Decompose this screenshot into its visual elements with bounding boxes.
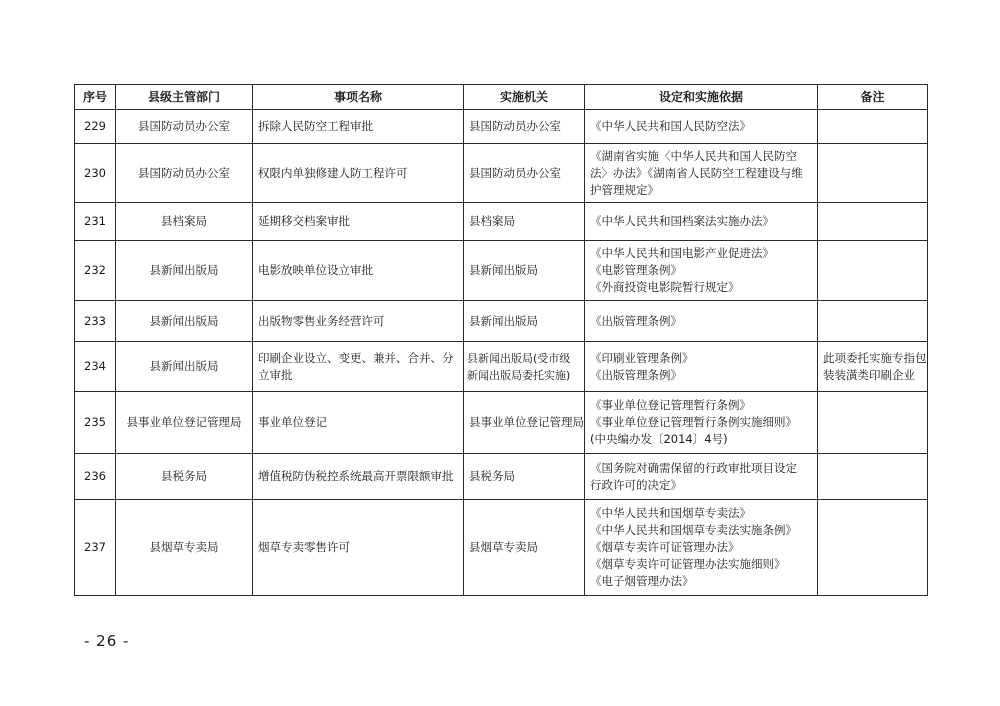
cell-item-name [253, 241, 464, 301]
cell-serial-number: 237 [75, 500, 116, 596]
cell-implementing-agency [464, 301, 585, 342]
cell-department: 县烟草专卖局 [116, 500, 253, 596]
remarks-line: 装装潢类印刷企业 [823, 367, 915, 382]
cell-serial-number: 234 [75, 342, 116, 392]
cell-serial-number: 232 [75, 241, 116, 301]
basis-line: 行政许可的决定》 [590, 477, 682, 492]
table-header [75, 85, 928, 110]
cell-remarks [818, 241, 928, 301]
cell-implementing-agency [464, 454, 585, 500]
cell-serial-number: 236 [75, 454, 116, 500]
cell-legal-basis [585, 241, 818, 301]
basis-line: 法〉办法》《湖南省人民防空工程建设与维 [590, 165, 803, 180]
header-legal-basis: 设定和实施依据 [585, 85, 818, 110]
table-row [75, 144, 928, 203]
basis-line: 《事业单位登记管理暂行条例实施细则》 [590, 415, 797, 429]
agency-line: 县档案局 [469, 214, 515, 228]
cell-implementing-agency [464, 203, 585, 241]
cell-item-name [253, 342, 464, 392]
agency-line: 县国防动员办公室 [469, 165, 561, 180]
agency-line: 县税务局 [469, 469, 515, 483]
basis-line: 《中华人民共和国烟草专卖法》 [590, 506, 751, 520]
item-name-text: 增值税防伪税控系统最高开票限额审批 [258, 469, 454, 483]
cell-legal-basis [585, 342, 818, 392]
cell-department: 县新闻出版局 [116, 342, 253, 392]
agency-line: 新闻出版局委托实施) [467, 368, 571, 382]
item-name-text: 出版物零售业务经营许可 [258, 313, 385, 328]
cell-serial-number: 233 [75, 301, 116, 342]
basis-line: 《中华人民共和国电影产业促进法》 [590, 246, 774, 260]
cell-department: 县国防动员办公室 [116, 144, 253, 203]
item-name-text: 延期移交档案审批 [258, 214, 350, 228]
table-row [75, 110, 928, 144]
basis-line: (中央编办发〔2014〕4号) [590, 432, 728, 446]
basis-line: 《烟草专卖许可证管理办法》 [590, 540, 740, 554]
table-row [75, 392, 928, 454]
page-number: - 26 - [84, 632, 130, 650]
table-row [75, 454, 928, 500]
table-row [75, 500, 928, 596]
agency-line: 县烟草专卖局 [469, 540, 538, 554]
basis-line: 《电影管理条例》 [590, 263, 682, 277]
cell-legal-basis [585, 454, 818, 500]
table-body [75, 110, 928, 596]
basis-line: 《事业单位登记管理暂行条例》 [590, 398, 751, 412]
cell-remarks [818, 500, 928, 596]
cell-implementing-agency [464, 144, 585, 203]
agency-line: 县新闻出版局 [469, 263, 538, 277]
cell-item-name [253, 454, 464, 500]
item-name-text: 拆除人民防空工程审批 [258, 119, 373, 133]
basis-line: 《中华人民共和国人民防空法》 [590, 119, 751, 133]
item-name-text: 印刷企业设立、变更、兼并、合并、分立审批 [258, 350, 454, 382]
cell-department: 县税务局 [116, 454, 253, 500]
cell-implementing-agency [464, 241, 585, 301]
cell-legal-basis [585, 392, 818, 454]
basis-line: 《出版管理条例》 [590, 313, 682, 328]
cell-implementing-agency [464, 110, 585, 144]
basis-line: 《出版管理条例》 [590, 367, 682, 382]
cell-implementing-agency [464, 500, 585, 596]
cell-department: 县新闻出版局 [116, 301, 253, 342]
item-name-text: 事业单位登记 [258, 415, 327, 429]
cell-legal-basis [585, 144, 818, 203]
basis-line: 《烟草专卖许可证管理办法实施细则》 [590, 557, 786, 571]
agency-line: 县事业单位登记管理局 [469, 415, 584, 429]
basis-line: 《中华人民共和国烟草专卖法实施条例》 [590, 523, 797, 537]
basis-line: 《湖南省实施〈中华人民共和国人民防空 [590, 148, 797, 163]
cell-remarks [818, 203, 928, 241]
header-item-name: 事项名称 [253, 85, 464, 110]
agency-line: 县新闻出版局(受市级 [467, 351, 571, 365]
cell-remarks [818, 110, 928, 144]
cell-item-name [253, 110, 464, 144]
cell-legal-basis [585, 203, 818, 241]
cell-implementing-agency [464, 392, 585, 454]
header-row [75, 85, 928, 110]
cell-serial-number: 235 [75, 392, 116, 454]
cell-department: 县事业单位登记管理局 [116, 392, 253, 454]
cell-serial-number: 231 [75, 203, 116, 241]
cell-legal-basis [585, 110, 818, 144]
cell-legal-basis [585, 301, 818, 342]
agency-line: 县国防动员办公室 [469, 119, 561, 133]
cell-department: 县新闻出版局 [116, 241, 253, 301]
cell-item-name [253, 144, 464, 203]
item-name-text: 烟草专卖零售许可 [258, 540, 350, 554]
table-row [75, 241, 928, 301]
table-row [75, 203, 928, 241]
header-implementing-agency: 实施机关 [464, 85, 585, 110]
cell-department: 县国防动员办公室 [116, 110, 253, 144]
basis-line: 《电子烟管理办法》 [590, 574, 694, 588]
agency-line: 县新闻出版局 [469, 313, 538, 328]
cell-item-name [253, 392, 464, 454]
item-name-text: 权限内单独修建人防工程许可 [258, 165, 408, 180]
header-remarks: 备注 [818, 85, 928, 110]
header-department: 县级主管部门 [116, 85, 253, 110]
basis-line: 《印刷业管理条例》 [590, 350, 694, 365]
basis-line: 护管理规定》 [590, 182, 659, 197]
basis-line: 《国务院对确需保留的行政审批项目设定 [590, 460, 797, 475]
table-row [75, 301, 928, 342]
item-name-text: 电影放映单位设立审批 [258, 263, 373, 277]
cell-item-name [253, 301, 464, 342]
cell-department: 县档案局 [116, 203, 253, 241]
remarks-line: 此项委托实施专指包 [823, 350, 927, 365]
approval-items-table [74, 84, 928, 596]
cell-remarks [818, 301, 928, 342]
basis-line: 《外商投资电影院暂行规定》 [590, 280, 740, 294]
table-row [75, 342, 928, 392]
cell-item-name [253, 500, 464, 596]
cell-remarks [818, 454, 928, 500]
cell-item-name [253, 203, 464, 241]
cell-remarks [818, 342, 928, 392]
cell-legal-basis [585, 500, 818, 596]
basis-line: 《中华人民共和国档案法实施办法》 [590, 214, 774, 228]
cell-remarks [818, 392, 928, 454]
header-serial-number: 序号 [75, 85, 116, 110]
cell-serial-number: 230 [75, 144, 116, 203]
cell-remarks [818, 144, 928, 203]
cell-serial-number: 229 [75, 110, 116, 144]
cell-implementing-agency [464, 342, 585, 392]
